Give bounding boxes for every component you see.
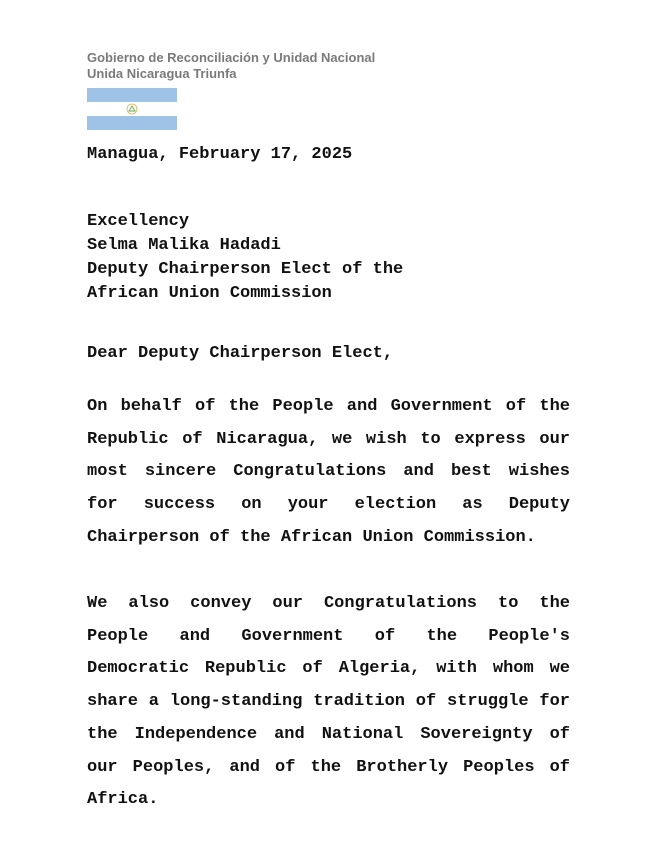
letterhead-government-name: Gobierno de Reconciliación y Unidad Nacional xyxy=(87,50,376,65)
letterhead-slogan: Unida Nicaragua Triunfa xyxy=(87,66,237,81)
coat-of-arms-icon xyxy=(125,102,139,116)
flag-top-stripe xyxy=(87,88,177,102)
salutation: Dear Deputy Chairperson Elect, xyxy=(87,344,394,363)
body-paragraph-1: On behalf of the People and Government of the Republic of Nicaragua, we wish to express our most sincere Congratulations and best wishes for success on your election as Deputy Chairperson of the African Union Commission. xyxy=(87,397,570,547)
recipient-honorific: Excellency xyxy=(87,212,190,231)
recipient-name: Selma Malika Hadadi xyxy=(87,236,281,255)
nicaragua-flag-icon xyxy=(87,88,177,130)
letterhead xyxy=(87,50,375,82)
flag-bottom-stripe xyxy=(87,116,177,130)
recipient-title: Deputy Chairperson Elect of the xyxy=(87,260,404,279)
body-paragraph-2: We also convey our Congratulations to the People and Government of the People's Democratic Republic of Algeria, with whom we share a long-standing tradition of struggle for the Independence and National Sovereignty of our Peoples, and of the Brotherly Peoples of Africa. xyxy=(87,594,570,810)
recipient-organization: African Union Commission xyxy=(87,284,332,303)
letter-date: Managua, February 17, 2025 xyxy=(87,145,353,164)
recipient-block xyxy=(87,210,403,306)
